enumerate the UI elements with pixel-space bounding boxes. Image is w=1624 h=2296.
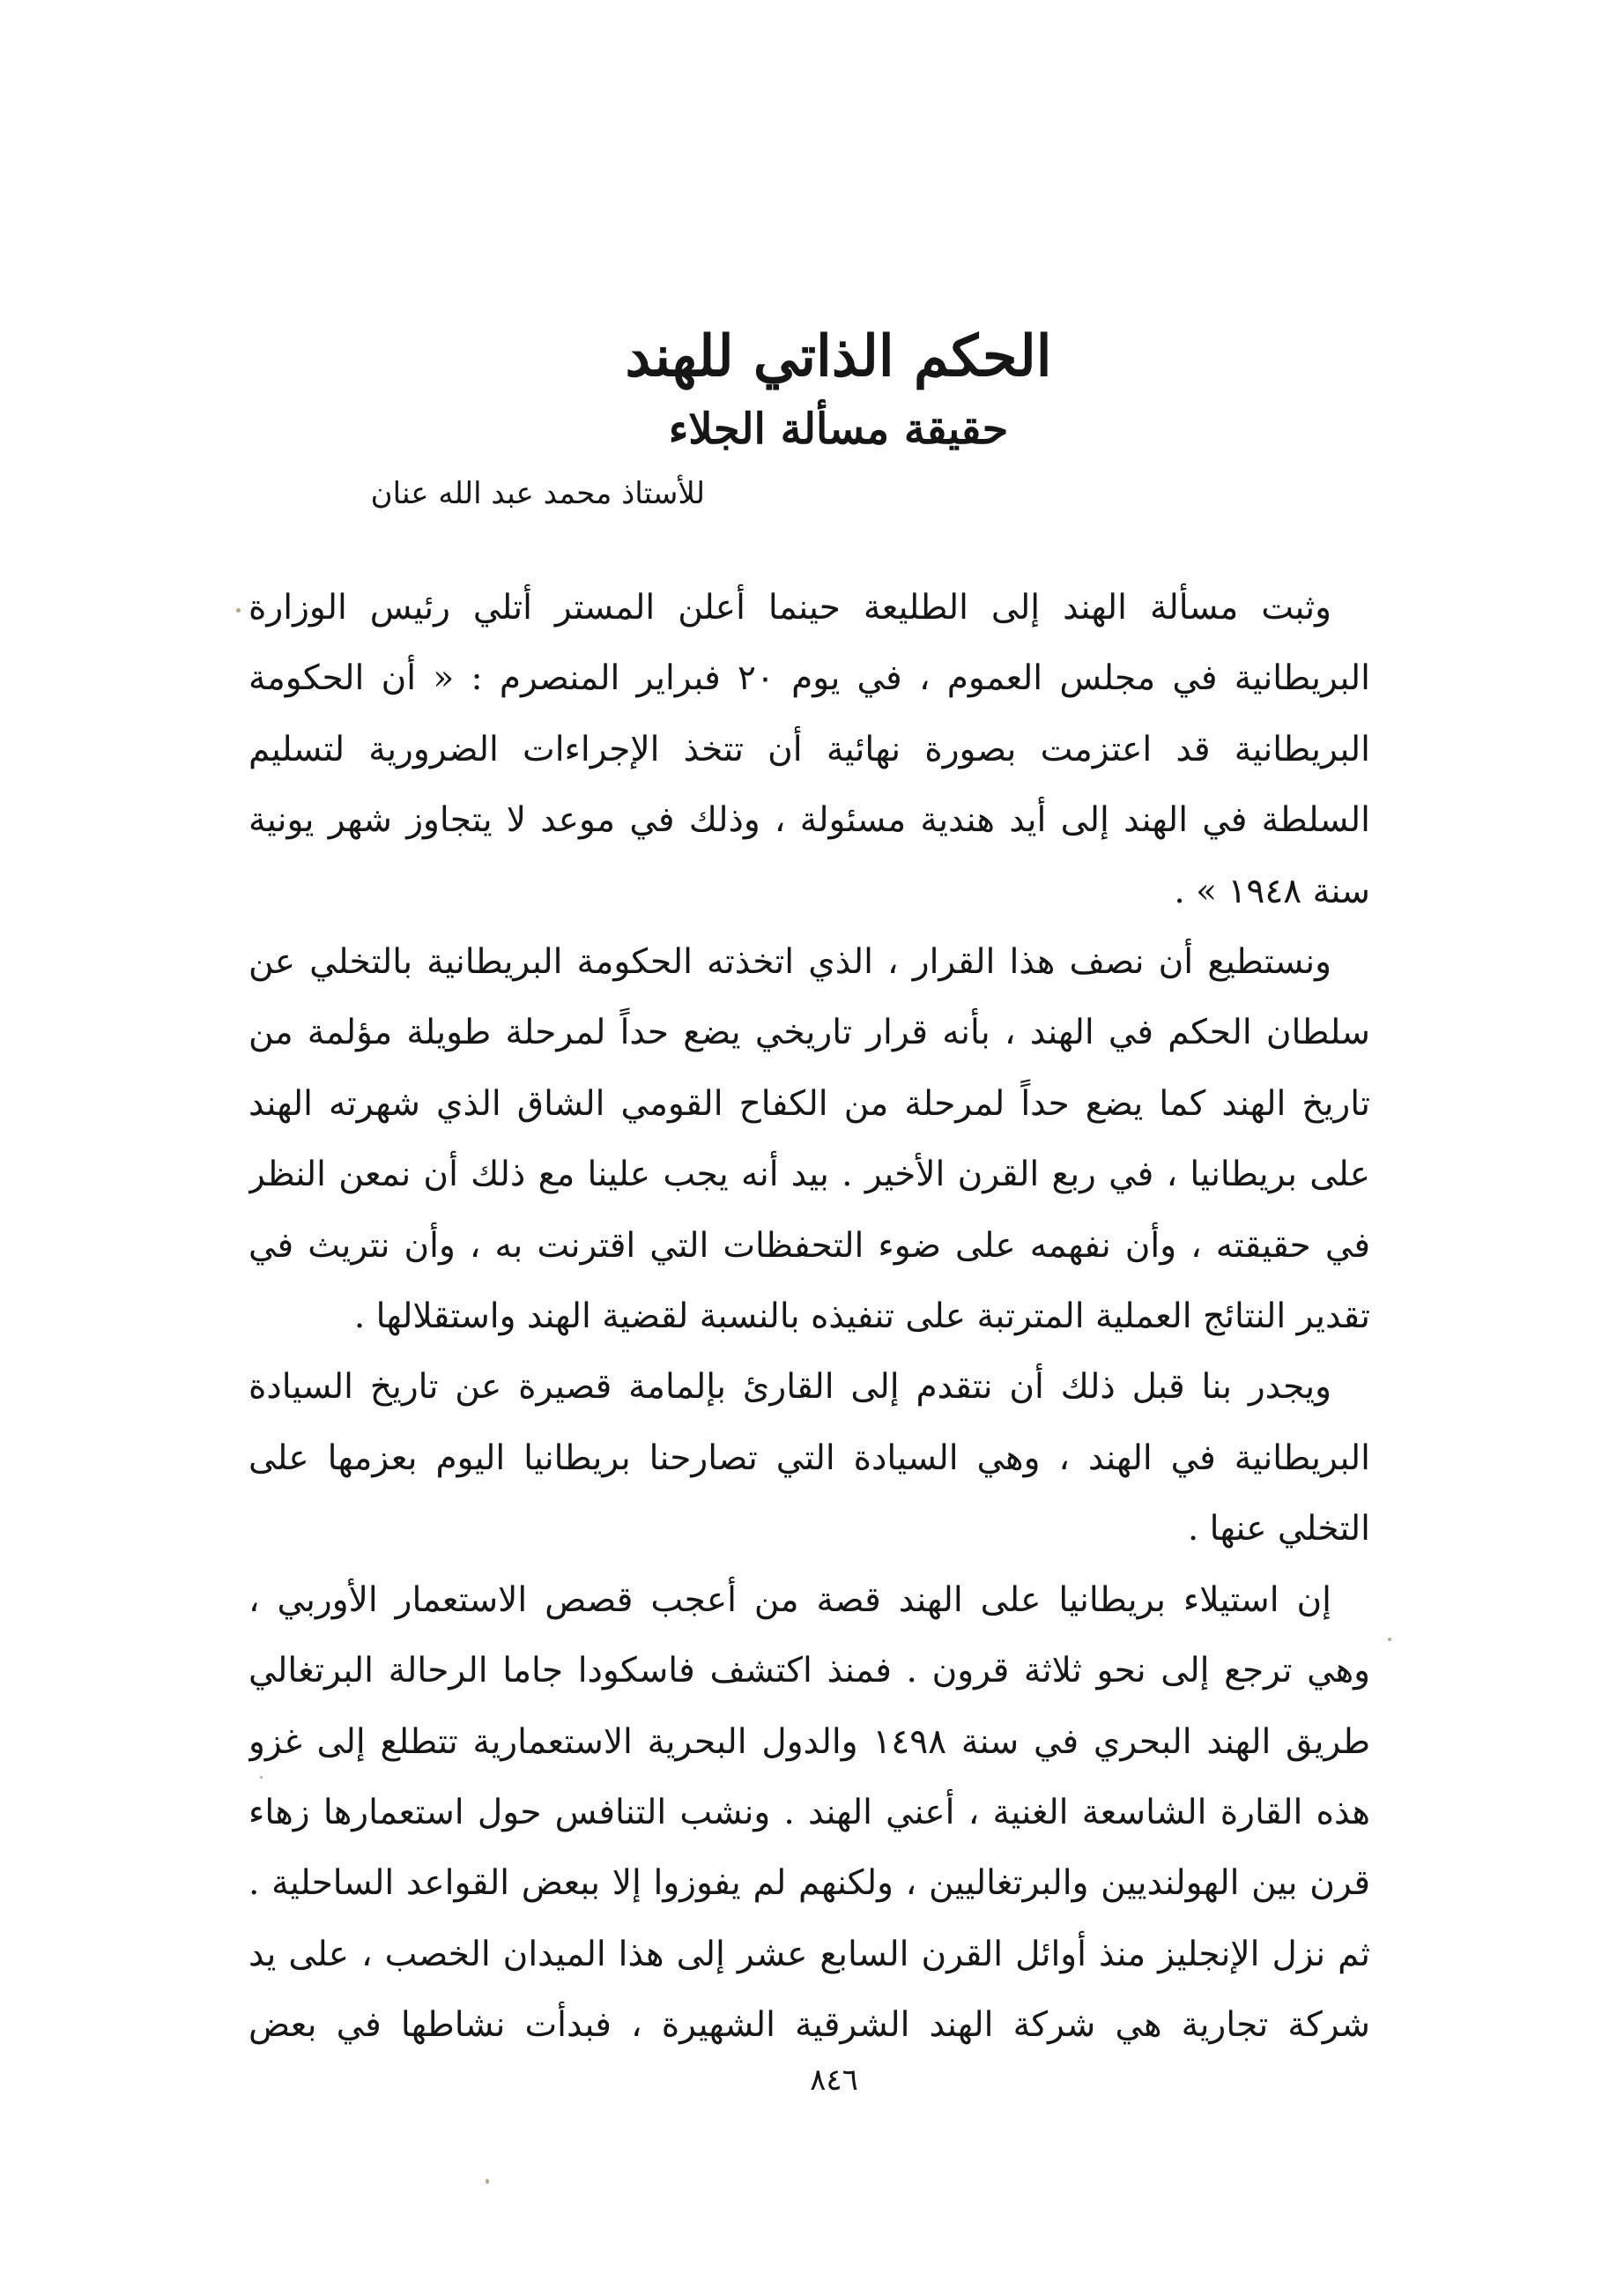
author-line: للأستاذ محمد عبد الله عنان bbox=[370, 476, 705, 511]
paragraph: إن استيلاء بريطانيا على الهند قصة من أعجب قصص الاستعمار الأوربي ، وهي ترجع إلى نحو ثلاثة قرون . فمنذ اكتشف فاسكودا جاما الرحالة البرتغالي طريق الهند البحري في سنة ١٤٩٨ والدول البحرية الاستعمارية تتطلع إلى غزو هذه القارة الشاسعة الغنية ، أعني الهند . ونشب التنافس حول استعمارها زهاء قرن بين الهولنديين والبرتغاليين ، ولكنهم لم يفوزوا إلا ببعض القواعد الساحلية . ثم نزل الإنجليز منذ أوائل القرن السابع عشر إلى هذا الميدان الخصب ، على يد شركة تجارية هي شركة الهند الشرقية الشهيرة ، فبدأت نشاطها في بعض bbox=[248, 1579, 1370, 2046]
paragraph: ونستطيع أن نصف هذا القرار ، الذي اتخذته الحكومة البريطانية بالتخلي عن سلطان الحكم في الهند ، بأنه قرار تاريخي يضع حداً لمرحلة طويلة مؤلمة من تاريخ الهند كما يضع حداً لمرحلة من الكفاح القومي الشاق الذي شهرته الهند على بريطانيا ، في ربع القرن الأخير . بيد أنه يجب علينا مع ذلك أن نمعن النظر في حقيقته ، وأن نفهمه على ضوء التحفظات التي اقترنت به ، وأن نتريث في تقدير النتائج العملية المترتبة على تنفيذه بالنسبة لقضية الهند واستقلالها . bbox=[248, 942, 1370, 1337]
scan-speck bbox=[486, 2179, 489, 2184]
article-title: الحكم الذاتي للهند bbox=[625, 323, 1052, 390]
page-number: ٨٤٦ bbox=[810, 2062, 858, 2098]
article-subtitle: حقيقة مسألة الجلاء bbox=[668, 405, 1009, 454]
paragraph: ويجدر بنا قبل ذلك أن نتقدم إلى القارئ بإلمامة قصيرة عن تاريخ السيادة البريطانية في الهند ، وهي السيادة التي تصارحنا بريطانيا اليوم بعزمها على التخلي عنها . bbox=[248, 1367, 1370, 1549]
scan-speck bbox=[260, 1776, 263, 1779]
scan-speck bbox=[1388, 1638, 1391, 1641]
scan-speck bbox=[236, 608, 241, 613]
article-body bbox=[248, 573, 1370, 2054]
paragraph: وثبت مسألة الهند إلى الطليعة حينما أعلن المستر أتلي رئيس الوزارة البريطانية في مجلس العموم ، في يوم ٢٠ فبراير المنصرم : « أن الحكومة البريطانية قد اعتزمت بصورة نهائية أن تتخذ الإجراءات الضرورية لتسليم السلطة في الهند إلى أيد هندية مسئولة ، وذلك في موعد لا يتجاوز شهر يونية سنة ١٩٤٨ » . bbox=[248, 588, 1370, 911]
